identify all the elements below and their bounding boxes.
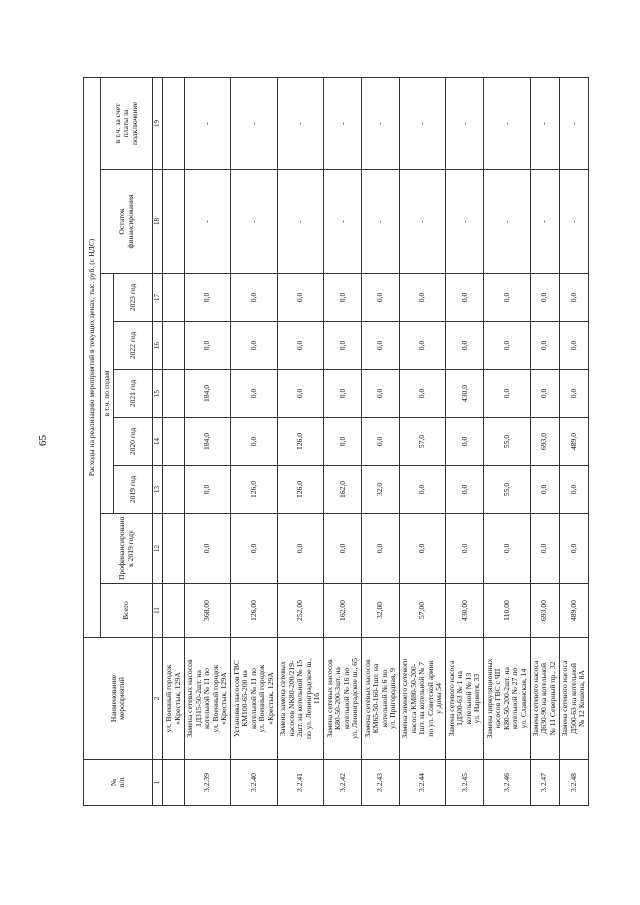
cell-name: ул. Военный городок «Крестык, 129А bbox=[163, 638, 185, 760]
cell-no: 3.2.46 bbox=[484, 760, 530, 806]
cell-2021: 0,0 bbox=[231, 370, 277, 418]
table-row bbox=[530, 77, 559, 805]
cell-connection-fee: - bbox=[185, 77, 231, 169]
header-2021: 2021 год bbox=[114, 370, 153, 418]
cell-connection-fee: - bbox=[484, 77, 530, 169]
cell-total: 368,00 bbox=[185, 584, 231, 638]
cell-2021: 430,0 bbox=[446, 370, 484, 418]
cell-empty bbox=[163, 418, 185, 466]
cell-empty bbox=[163, 370, 185, 418]
cell-2023: 0,0 bbox=[446, 274, 484, 322]
cell-total: 57,00 bbox=[399, 584, 445, 638]
cell-2019: 126,0 bbox=[277, 466, 323, 514]
cell-2019: 55,0 bbox=[484, 466, 530, 514]
cell-connection-fee: - bbox=[277, 77, 323, 169]
cell-2020: 0,0 bbox=[231, 418, 277, 466]
header-financed-before: Профинансировано к 2019 году bbox=[101, 514, 153, 584]
cell-2021: 0,0 bbox=[399, 370, 445, 418]
cell-2019: 0,0 bbox=[559, 466, 588, 514]
cell-empty bbox=[163, 584, 185, 638]
cell-2023: 0,0 bbox=[277, 274, 323, 322]
cell-2021: 184,0 bbox=[185, 370, 231, 418]
cell-connection-fee: - bbox=[324, 77, 362, 169]
cell-name: Замена сетевого насоса Д630-90 на котельной № 11 Северный пр., 32 bbox=[530, 638, 559, 760]
cell-no: 3.2.42 bbox=[324, 760, 362, 806]
cell-2020: 55,0 bbox=[484, 418, 530, 466]
cell-name: Замена сетевого насоса Д500-63 на котельной № 12 Кошена, 8А bbox=[559, 638, 588, 760]
cell-connection-fee: - bbox=[399, 77, 445, 169]
cell-2022: 0,0 bbox=[399, 322, 445, 370]
column-number: 14 bbox=[153, 418, 163, 466]
cell-2020: 489,0 bbox=[559, 418, 588, 466]
cell-2023: 0,0 bbox=[559, 274, 588, 322]
cell-empty bbox=[163, 322, 185, 370]
cell-2020: 0,0 bbox=[446, 418, 484, 466]
column-number: 13 bbox=[153, 466, 163, 514]
cell-2023: 0,0 bbox=[185, 274, 231, 322]
cell-total: 693,00 bbox=[530, 584, 559, 638]
column-number: 15 bbox=[153, 370, 163, 418]
cell-connection-fee: - bbox=[231, 77, 277, 169]
cell-total: 162,00 bbox=[324, 584, 362, 638]
cell-2021: 0,0 bbox=[362, 370, 400, 418]
cell-total: 110,00 bbox=[484, 584, 530, 638]
header-2019: 2019 год bbox=[114, 466, 153, 514]
cell-financed-before: 0,0 bbox=[446, 514, 484, 584]
header-remaining: Остаток финансирования bbox=[101, 170, 153, 274]
cell-remaining: - bbox=[362, 170, 400, 274]
cell-name: Замена замена сетевых насосов NK80-200/219- 2шт. на котельной № 15 по ул. Ленинградское ш., 11б bbox=[277, 638, 323, 760]
cell-remaining: - bbox=[530, 170, 559, 274]
column-number: 17 bbox=[153, 274, 163, 322]
header-expenses-group: Расходы на реализацию мероприятий в текущих ценах, тыс. руб. (с НДС) bbox=[84, 77, 101, 637]
table-row bbox=[399, 77, 445, 805]
page-number: 65 bbox=[37, 435, 49, 446]
cell-name: Замена сетевых насосов КМ65-50-160-1шт. на котельной № 6 по ул. Пригородная, 9 bbox=[362, 638, 400, 760]
cell-2019: 0,0 bbox=[446, 466, 484, 514]
cell-financed-before: 0,0 bbox=[484, 514, 530, 584]
cell-2021: 0,0 bbox=[530, 370, 559, 418]
cell-financed-before: 0,0 bbox=[231, 514, 277, 584]
cell-no: 3.2.45 bbox=[446, 760, 484, 806]
cell-no: 3.2.47 bbox=[530, 760, 559, 806]
cell-remaining: - bbox=[559, 170, 588, 274]
cell-2021: 0,0 bbox=[277, 370, 323, 418]
cell-no bbox=[163, 760, 185, 806]
cell-connection-fee: - bbox=[446, 77, 484, 169]
cell-no: 3.2.43 bbox=[362, 760, 400, 806]
cell-2020: 184,0 bbox=[185, 418, 231, 466]
cell-remaining: - bbox=[277, 170, 323, 274]
table-row bbox=[446, 77, 484, 805]
table-row bbox=[277, 77, 323, 805]
header-by-year-group: в т.ч. по годам bbox=[101, 274, 114, 514]
column-number: 1 bbox=[153, 760, 163, 806]
cell-remaining: - bbox=[324, 170, 362, 274]
cell-2022: 0,0 bbox=[277, 322, 323, 370]
column-number: 19 bbox=[153, 77, 163, 169]
cell-2020: 0,0 bbox=[324, 418, 362, 466]
column-number: 12 bbox=[153, 514, 163, 584]
column-number: 11 bbox=[153, 584, 163, 638]
cell-remaining: - bbox=[484, 170, 530, 274]
cell-2023: 0,0 bbox=[231, 274, 277, 322]
cell-2023: 0,0 bbox=[362, 274, 400, 322]
cell-empty bbox=[163, 466, 185, 514]
cell-financed-before: 0,0 bbox=[324, 514, 362, 584]
cell-2022: 0,0 bbox=[362, 322, 400, 370]
cell-total: 126,00 bbox=[231, 584, 277, 638]
cell-2020: 57,0 bbox=[399, 418, 445, 466]
cell-name: Замена зимнего сетевого насоса КМ80-50-200- 1шт. на котельной № 7 по ул. Советской армии у дома 54 bbox=[399, 638, 445, 760]
cell-connection-fee: - bbox=[362, 77, 400, 169]
expenses-table bbox=[83, 77, 589, 806]
cell-2021: 0,0 bbox=[324, 370, 362, 418]
cell-2022: 0,0 bbox=[530, 322, 559, 370]
header-2020: 2020 год bbox=[114, 418, 153, 466]
cell-2022: 0,0 bbox=[484, 322, 530, 370]
table-row bbox=[185, 77, 231, 805]
cell-remaining: - bbox=[231, 170, 277, 274]
table-row bbox=[231, 77, 277, 805]
cell-2020: 693,0 bbox=[530, 418, 559, 466]
cell-2022: 0,0 bbox=[446, 322, 484, 370]
table-row bbox=[362, 77, 400, 805]
header-row-1 bbox=[84, 77, 101, 805]
cell-financed-before: 0,0 bbox=[530, 514, 559, 584]
cell-name: Установка насосов ГВС КМ100-65-200 на котельной № 11 по ул. Военный городок «Крестык, 129А bbox=[231, 638, 277, 760]
cell-financed-before: 0,0 bbox=[399, 514, 445, 584]
cell-no: 3.2.44 bbox=[399, 760, 445, 806]
cell-remaining: - bbox=[446, 170, 484, 274]
cell-total: 252,00 bbox=[277, 584, 323, 638]
cell-name: Замена циркуляционных насосов ГВС с ЧП К80-50-200-2шт. на котельной № 27 по ул. Славянская, 14 bbox=[484, 638, 530, 760]
cell-financed-before: 0,0 bbox=[185, 514, 231, 584]
cell-connection-fee: - bbox=[559, 77, 588, 169]
cell-total: 430,00 bbox=[446, 584, 484, 638]
cell-financed-before: 0,0 bbox=[277, 514, 323, 584]
cell-2022: 0,0 bbox=[324, 322, 362, 370]
column-number: 16 bbox=[153, 322, 163, 370]
cell-2019: 0,0 bbox=[185, 466, 231, 514]
cell-2022: 0,0 bbox=[559, 322, 588, 370]
header-total: Всего bbox=[101, 584, 153, 638]
cell-empty bbox=[163, 274, 185, 322]
header-name: Наименование мероприятий bbox=[84, 638, 153, 760]
cell-2021: 0,0 bbox=[559, 370, 588, 418]
cell-name: Замена сетевых насосов К80-50-200-3шт. на котельной № 16 по ул. Ленинградское ш., 65 bbox=[324, 638, 362, 760]
cell-no: 3.2.39 bbox=[185, 760, 231, 806]
header-connection-fee: в т.ч. за счет платы за подключение bbox=[101, 77, 153, 169]
table-row bbox=[559, 77, 588, 805]
table-body bbox=[163, 77, 589, 805]
table-row bbox=[324, 77, 362, 805]
cell-empty bbox=[163, 77, 185, 169]
cell-name: Замена сетевого насоса 1Д500-63 № 1 на котельной № 13 ул. Нарвитя, 33 bbox=[446, 638, 484, 760]
cell-2020: 0,0 bbox=[362, 418, 400, 466]
cell-2022: 0,0 bbox=[231, 322, 277, 370]
cell-empty bbox=[163, 514, 185, 584]
cell-no: 3.2.41 bbox=[277, 760, 323, 806]
cell-total: 489,00 bbox=[559, 584, 588, 638]
cell-name: Замена сетевых насосов 1Д315-50-2шт. на котельной № 11 по ул. Военный городок «Крестык, 129А bbox=[185, 638, 231, 760]
cell-2019: 0,0 bbox=[530, 466, 559, 514]
cell-no: 3.2.40 bbox=[231, 760, 277, 806]
carryover-row bbox=[163, 77, 185, 805]
cell-2023: 0,0 bbox=[324, 274, 362, 322]
cell-2020: 126,0 bbox=[277, 418, 323, 466]
table-row bbox=[484, 77, 530, 805]
cell-2022: 0,0 bbox=[185, 322, 231, 370]
cell-no: 3.2.48 bbox=[559, 760, 588, 806]
cell-financed-before: 0,0 bbox=[559, 514, 588, 584]
cell-2019: 0,0 bbox=[399, 466, 445, 514]
cell-remaining: - bbox=[399, 170, 445, 274]
column-number: 2 bbox=[153, 638, 163, 760]
rotated-table-container bbox=[83, 78, 589, 806]
cell-2019: 162,0 bbox=[324, 466, 362, 514]
cell-2021: 0,0 bbox=[484, 370, 530, 418]
header-2023: 2023 год bbox=[114, 274, 153, 322]
column-number: 18 bbox=[153, 170, 163, 274]
cell-2019: 126,0 bbox=[231, 466, 277, 514]
cell-2023: 0,0 bbox=[530, 274, 559, 322]
cell-2019: 32,0 bbox=[362, 466, 400, 514]
cell-connection-fee: - bbox=[530, 77, 559, 169]
header-no: № п/п bbox=[84, 760, 153, 806]
cell-financed-before: 0,0 bbox=[362, 514, 400, 584]
cell-2023: 0,0 bbox=[399, 274, 445, 322]
cell-total: 32,00 bbox=[362, 584, 400, 638]
header-2022: 2022 год bbox=[114, 322, 153, 370]
cell-empty bbox=[163, 170, 185, 274]
column-number-row bbox=[153, 77, 163, 805]
cell-2023: 0,0 bbox=[484, 274, 530, 322]
cell-remaining: - bbox=[185, 170, 231, 274]
